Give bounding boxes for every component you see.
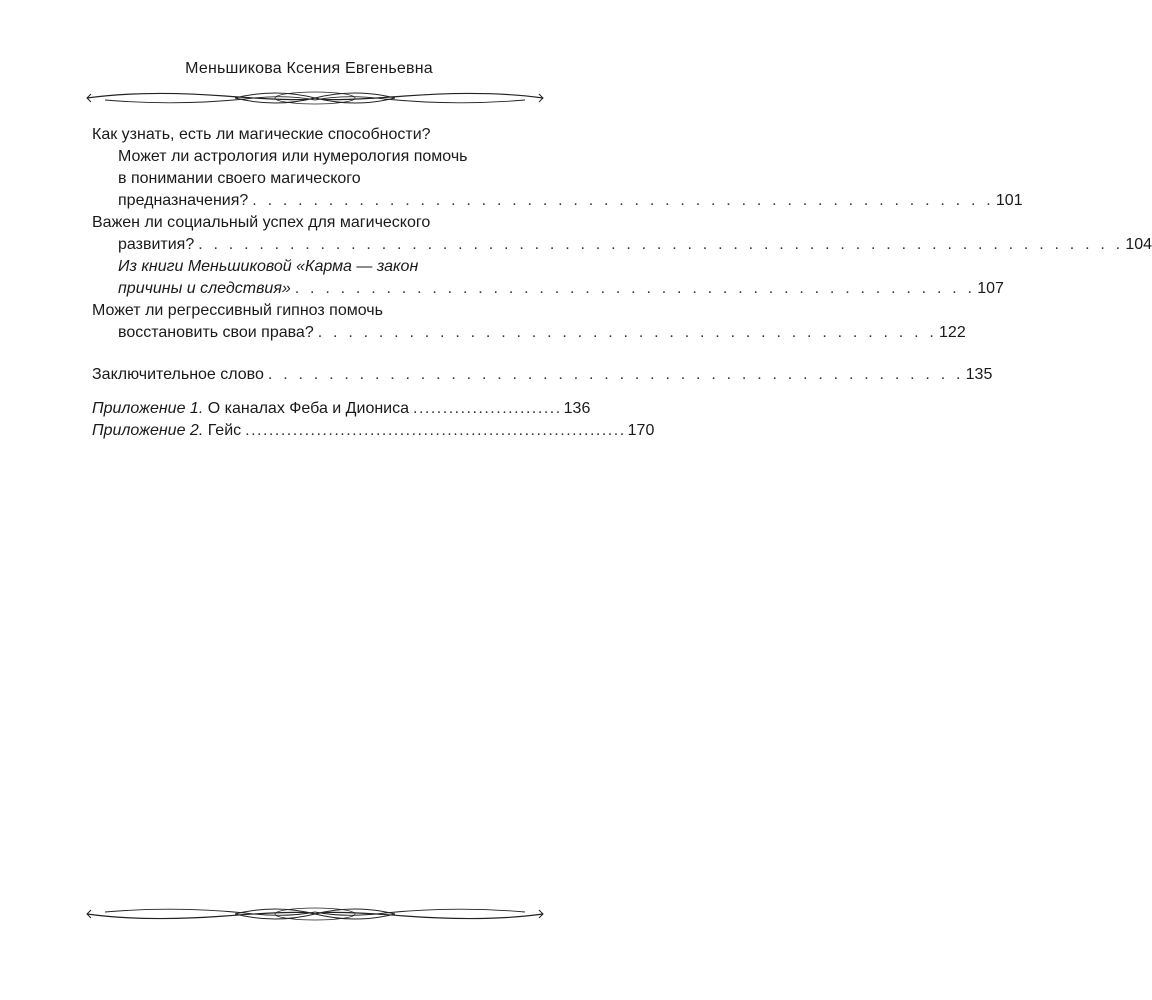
page-number: 135: [965, 366, 993, 383]
toc-subentry-karma-line: [118, 256, 538, 278]
toc-entry-question-3-with-page: [118, 322, 966, 344]
toc-entry-question-3: [92, 300, 532, 322]
toc-entry-text: Гейс: [203, 422, 242, 439]
toc-entry-text: предназначения?: [118, 192, 249, 209]
toc-entry-appendix-2: [92, 420, 655, 442]
appendix-label: Приложение 2.: [92, 422, 204, 439]
page-number: 170: [627, 422, 655, 439]
page-number: 122: [939, 324, 966, 341]
decorative-divider-bottom: [85, 902, 545, 926]
toc-entry-text: Может ли астрология или нумерология помочь: [118, 148, 468, 165]
toc-entry-question-1: [92, 124, 532, 146]
leader-dots: . . . . . . . . . . . . . . . . . . . . . . . . . . . . . . . . . . . . . . . . . . . . . . . . . . . . . . . . . . . . .: [198, 236, 1124, 253]
toc-subentry-astrology-line: [118, 146, 538, 168]
toc-entry-text: Важен ли социальный успех для магического: [92, 214, 431, 231]
appendix-label: Приложение 1.: [92, 400, 204, 417]
toc-entry-text: Как узнать, есть ли магические способности?: [92, 126, 431, 143]
toc-entry-text: причины и следствия»: [118, 280, 291, 297]
toc-entry-question-2: [92, 212, 532, 234]
toc-entry-text: Может ли регрессивный гипноз помочь: [92, 302, 383, 319]
toc-entry-question-2-with-page: [118, 234, 1152, 256]
page-number: 101: [995, 192, 1023, 209]
toc-entry-final-word: [92, 364, 993, 386]
page-number: 107: [977, 280, 1004, 297]
leader-dots: .........................: [413, 400, 562, 417]
toc-entry-text: в понимании своего магического: [118, 170, 361, 187]
leader-dots: . . . . . . . . . . . . . . . . . . . . . . . . . . . . . . . . . . . . . . . . . . . . . . . . .: [252, 192, 994, 209]
toc-entry-text: восстановить свои права?: [118, 324, 314, 341]
leader-dots: . . . . . . . . . . . . . . . . . . . . . . . . . . . . . . . . . . . . . . . . .: [317, 324, 938, 341]
toc-entry-text: Заключительное слово: [92, 366, 264, 383]
toc-subentry-astrology-line: [118, 168, 538, 190]
leader-dots: ................................................................: [245, 422, 626, 439]
running-header-author: Меньшикова Ксения Евгеньевна: [185, 60, 433, 77]
page-number: 136: [563, 400, 591, 417]
page-number: 104: [1125, 236, 1152, 253]
toc-subentry-karma-with-page: [118, 278, 1004, 300]
toc-entry-text: развития?: [118, 236, 195, 253]
leader-dots: . . . . . . . . . . . . . . . . . . . . . . . . . . . . . . . . . . . . . . . . . . . . . .: [267, 366, 964, 383]
leader-dots: . . . . . . . . . . . . . . . . . . . . . . . . . . . . . . . . . . . . . . . . . . . . .: [294, 280, 976, 297]
toc-subentry-astrology-with-page: [118, 190, 1023, 212]
toc-entry-text: Из книги Меньшиковой «Карма — закон: [118, 258, 419, 275]
toc-entry-appendix-1: [92, 398, 591, 420]
toc-entry-text: О каналах Феба и Диониса: [203, 400, 410, 417]
